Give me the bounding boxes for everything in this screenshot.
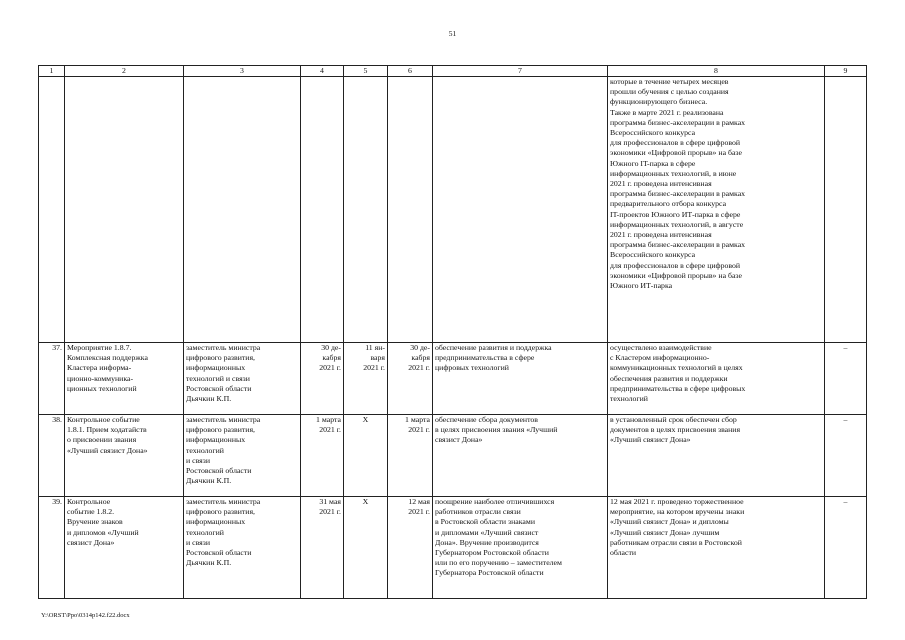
- column-header: 1: [39, 66, 65, 77]
- plan-end-date: 12 мая 2021 г.: [388, 497, 433, 599]
- fact-start-date: Х: [344, 497, 388, 599]
- plan-start-date: 30 де- кабря 2021 г.: [301, 343, 344, 415]
- row-number: 37.: [39, 343, 65, 415]
- actual-result: 12 мая 2021 г. проведено торжественное мероприятие, на котором вручены знаки «Лучший связист Дона» и дипломы «Лучший связист Дона» лучшим работникам отрасли связи в Ростовской области: [608, 497, 825, 599]
- cell-plan-end: [388, 77, 433, 343]
- responsible-person: заместитель министра цифрового развития, информационных технологий и связи Ростовской области Дьячкин К.П.: [184, 415, 301, 497]
- cell-name: [65, 77, 184, 343]
- footer-file-path: Y:\ORST\Ppo\0314p142.f22.docx: [41, 612, 130, 619]
- expected-result: обеспечение развития и поддержка предпринимательства в сфере цифровых технологий: [433, 343, 608, 415]
- cell-actual: которые в течение четырех месяцев прошли обучения с целью создания функционирующего бизнеса. Также в марте 2021 г. реализована программа бизнес-акселерации в рамках Всероссийского конкурса для профессионалов в сфере цифровой экономики «Цифровой прорыв» на базе Южного IT-парка в сфере информационных технологий, в июне 2021 г. проведена интенсивная программа бизнес-акселерации в рамках предварительного отбора конкурса IT-проектов Южного ИТ-парка в сфере информационных технологий, в августе 2021 г. проведена интенсивная программа бизнес-акселерации в рамках Всероссийского конкурса для профессионалов в сфере цифровой экономики «Цифровой прорыв» на базе Южного ИТ-парка: [608, 77, 825, 343]
- cell-expected: [433, 77, 608, 343]
- row-number: 38.: [39, 415, 65, 497]
- column-header: 9: [825, 66, 867, 77]
- cell-num: [39, 77, 65, 343]
- column-header: 2: [65, 66, 184, 77]
- fact-start-date: Х: [344, 415, 388, 497]
- cell-responsible: [184, 77, 301, 343]
- plan-end-date: 1 марта 2021 г.: [388, 415, 433, 497]
- note: –: [825, 497, 867, 599]
- actual-result: в установленный срок обеспечен сбор документов в целях присвоения звания «Лучший связист Дона»: [608, 415, 825, 497]
- expected-result: обеспечение сбора документов в целях присвоения звания «Лучший связист Дона»: [433, 415, 608, 497]
- column-header: 7: [433, 66, 608, 77]
- column-header: 3: [184, 66, 301, 77]
- page-number: 51: [448, 29, 457, 38]
- actual-result: осуществлено взаимодействие с Кластером информационно- коммуникационных технологий в целях обеспечения развития и поддержки предпринимательства в сфере цифровых технологий: [608, 343, 825, 415]
- fact-start-date: 11 ян- варя 2021 г.: [344, 343, 388, 415]
- cell-plan-start: [301, 77, 344, 343]
- plan-start-date: 31 мая 2021 г.: [301, 497, 344, 599]
- event-name: Контрольное событие 1.8.1. Прием ходатайств о присвоении звания «Лучший связист Дона»: [65, 415, 184, 497]
- report-table: [38, 65, 867, 599]
- column-header: 5: [344, 66, 388, 77]
- column-header: 8: [608, 66, 825, 77]
- cell-note: [825, 77, 867, 343]
- responsible-person: заместитель министра цифрового развития, информационных технологий и связи Ростовской области Дьячкин К.П.: [184, 497, 301, 599]
- event-name: Контрольное событие 1.8.2. Вручение знаков и дипломов «Лучший связист Дона»: [65, 497, 184, 599]
- event-name: Мероприятие 1.8.7. Комплексная поддержка Кластера информа- ционно-коммуника- ционных технологий: [65, 343, 184, 415]
- plan-start-date: 1 марта 2021 г.: [301, 415, 344, 497]
- table-row: [39, 497, 867, 599]
- table-row: [39, 343, 867, 415]
- note: –: [825, 415, 867, 497]
- plan-end-date: 30 де- кабря 2021 г.: [388, 343, 433, 415]
- note: –: [825, 343, 867, 415]
- cell-fact-start: [344, 77, 388, 343]
- row-number: 39.: [39, 497, 65, 599]
- expected-result: поощрение наиболее отличившихся работников отрасли связи в Ростовской области знаками и дипломами «Лучший связист Дона». Вручение производится Губернатором Ростовской области или по его поручению – заместителем Губернатора Ростовской области: [433, 497, 608, 599]
- header-row: [39, 66, 867, 77]
- column-header: 4: [301, 66, 344, 77]
- column-header: 6: [388, 66, 433, 77]
- continuation-row: [39, 77, 867, 343]
- table-row: [39, 415, 867, 497]
- responsible-person: заместитель министра цифрового развития, информационных технологий и связи Ростовской области Дьячкин К.П.: [184, 343, 301, 415]
